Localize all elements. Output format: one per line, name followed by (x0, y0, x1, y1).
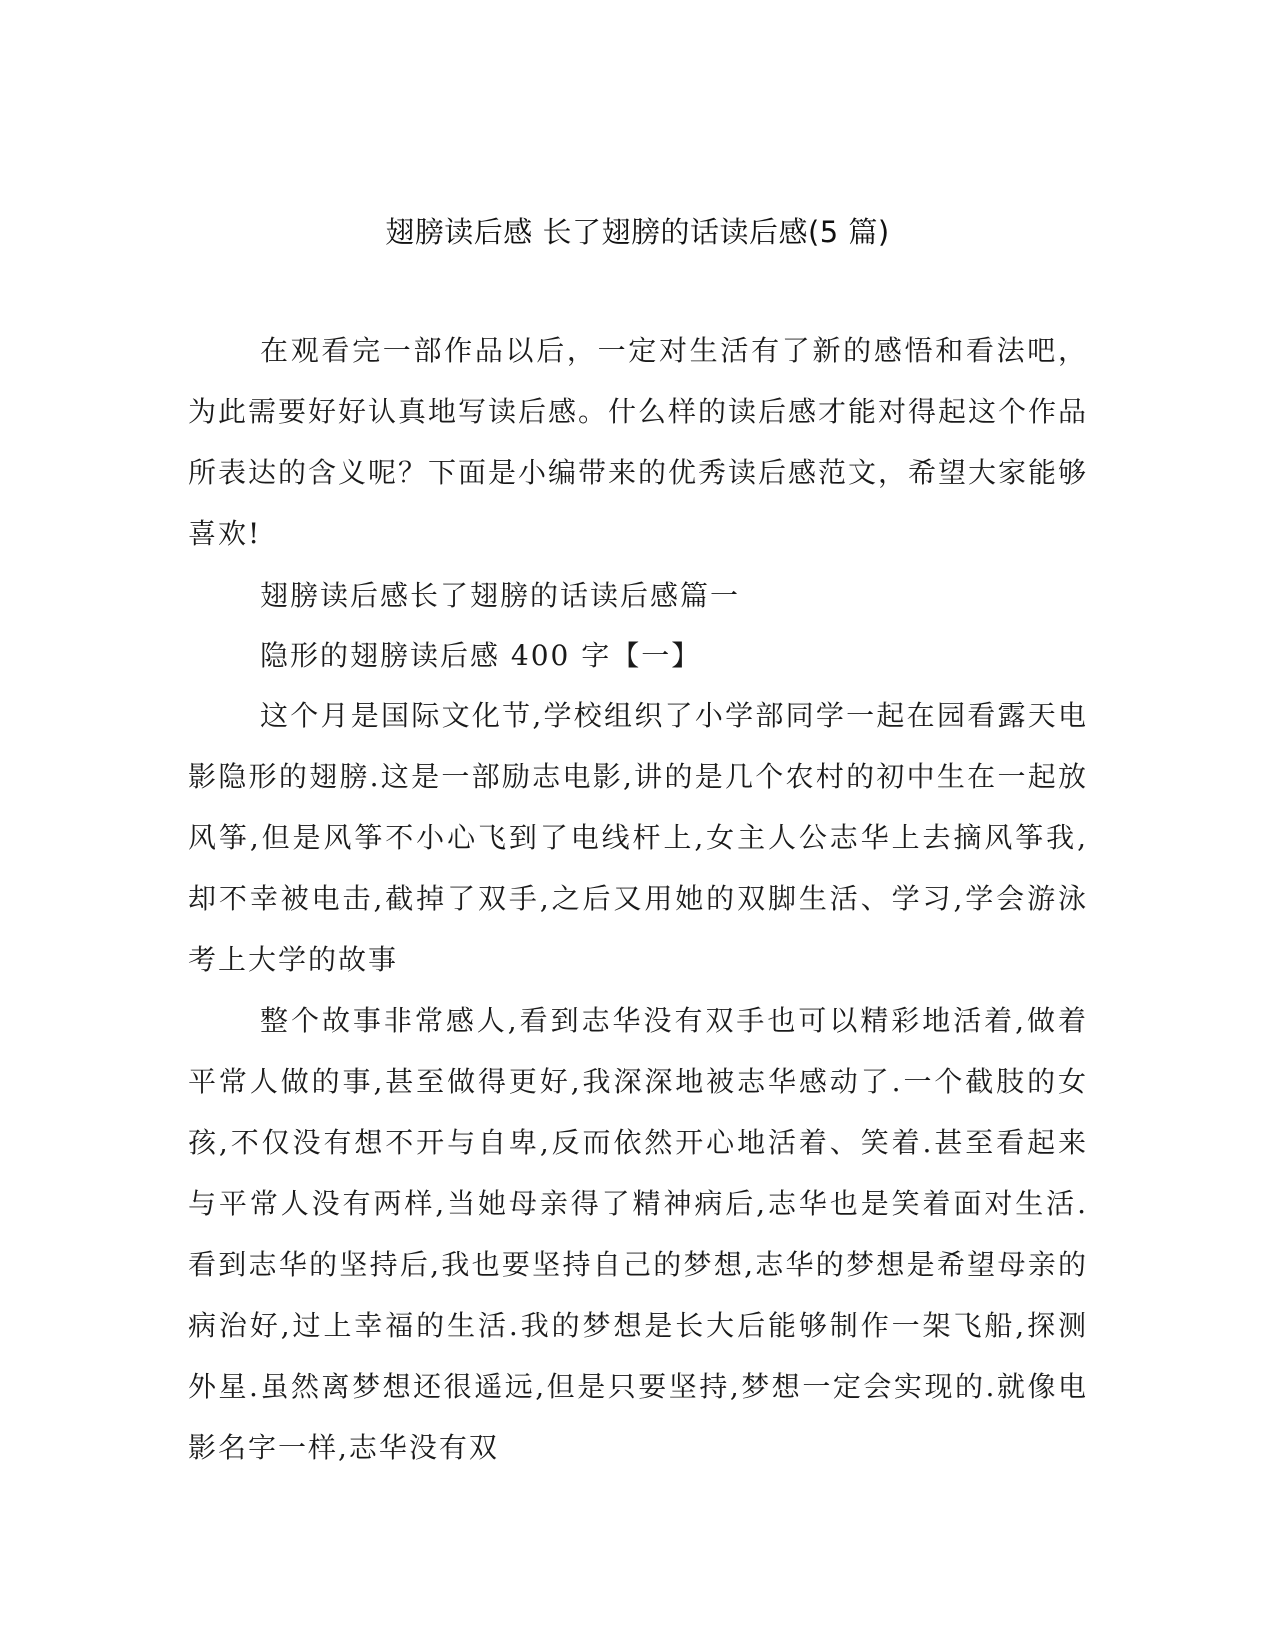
article-heading-block (188, 625, 1088, 686)
body-paragraph-2-block (188, 990, 1088, 1478)
document-title: 翅膀读后感 长了翅膀的话读后感(5 篇) (385, 215, 890, 249)
body-paragraph-1: 这个月是国际文化节,学校组织了小学部同学一起在园看露天电影隐形的翅膀.这是一部励志电影,讲的是几个农村的初中生在一起放风筝,但是风筝不小心飞到了电线杆上,女主人公志华上去摘风筝我,却不幸被电击,截掉了双手,之后又用她的双脚生活、学习,学会游泳考上大学的故事 (188, 699, 1088, 976)
section-heading-block (188, 565, 1088, 626)
body-paragraph-2: 整个故事非常感人,看到志华没有双手也可以精彩地活着,做着平常人做的事,甚至做得更好,我深深地被志华感动了.一个截肢的女孩,不仅没有想不开与自卑,反而依然开心地活着、笑着.甚至看起来与平常人没有两样,当她母亲得了精神病后,志华也是笑着面对生活.看到志华的坚持后,我也要坚持自己的梦想,志华的梦想是希望母亲的病治好,过上幸福的生活.我的梦想是长大后能够制作一架飞船,探测外星.虽然离梦想还很遥远,但是只要坚持,梦想一定会实现的.就像电影名字一样,志华没有双 (188, 1004, 1088, 1464)
body-paragraph-1-block (188, 685, 1088, 990)
article-heading: 隐形的翅膀读后感 400 字【一】 (260, 639, 702, 672)
intro-paragraph: 在观看完一部作品以后，一定对生活有了新的感悟和看法吧，为此需要好好认真地写读后感。什么样的读后感才能对得起这个作品所表达的含义呢？下面是小编带来的优秀读后感范文，希望大家能够喜欢! (188, 334, 1089, 550)
section-heading: 翅膀读后感长了翅膀的话读后感篇一 (260, 579, 741, 612)
intro-block (188, 320, 1088, 564)
